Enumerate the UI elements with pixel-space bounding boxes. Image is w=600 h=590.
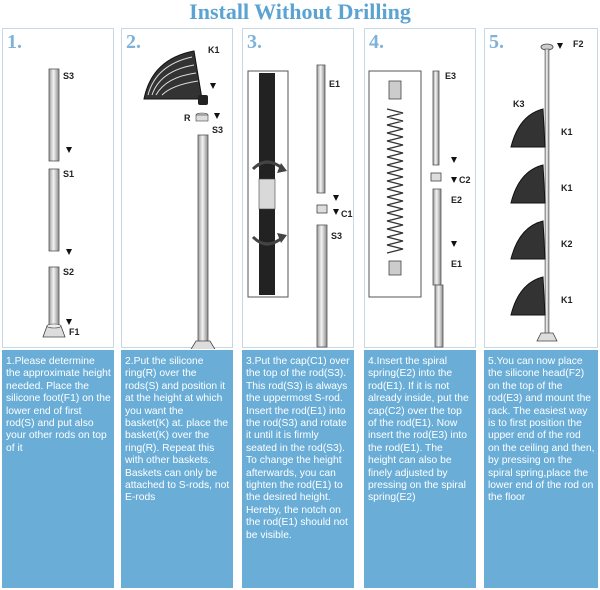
basket-k1-shape — [511, 165, 545, 203]
label-s3: S3 — [331, 231, 343, 241]
step-5-diagram — [485, 29, 599, 349]
step-3-text: 3.Put the cap(C1) over the top of the rod(S3). This rod(S3) is always the uppermost S-rod. Insert the rod(E1) into the rod(S3) and rotate it until it is firmly seated in the rod(S3). To change the height afterwards, you can tighten the rod(E1) to the desired height. Hereby, the notch on the rod(E1) should not be visible. — [242, 350, 354, 588]
step-4-illustration — [364, 28, 476, 348]
arrow-down-icon — [66, 249, 72, 255]
label-e2: E2 — [451, 195, 463, 205]
step-number: 3. — [247, 31, 262, 53]
rod-e1 — [433, 189, 441, 285]
basket-k1-shape — [511, 277, 545, 315]
rod-s3 — [198, 135, 208, 345]
step-5-text: 5.You can now place the silicone head(F2) on the top of the rod(E3) and mount the rack. The easiest way is to first position the upper end of the rod on the ceiling and then, by pressing on the spiral spring,place the lower end of the rod on the floor — [484, 350, 598, 588]
cap-c2 — [431, 173, 441, 181]
label-e1: E1 — [329, 79, 341, 89]
rod-e3 — [433, 71, 439, 165]
label-k1: K1 — [561, 127, 573, 137]
label-s2: S2 — [63, 267, 75, 277]
step-2-text: 2.Put the silicone ring(R) over the rods(S) and position it at the height at which you want the basket(K) at. place the basket(K) over the ring(R). Repeat this with other baskets. Baskets can only be attached to S-rods, not E-rods — [121, 350, 233, 588]
cap-c1 — [317, 205, 327, 213]
arrow-down-icon — [451, 241, 457, 247]
step-number: 4. — [369, 31, 384, 53]
rod-s3 — [49, 69, 59, 161]
rod-e1 — [317, 65, 325, 193]
step-3-illustration — [242, 28, 354, 348]
step-1-illustration — [2, 28, 114, 348]
step-4-panel — [364, 28, 476, 588]
step-5-panel — [484, 28, 598, 588]
basket-k2-shape — [511, 221, 545, 259]
label-k1: K1 — [208, 45, 220, 55]
label-k1: K1 — [561, 183, 573, 193]
step-1-panel — [2, 28, 114, 588]
label-f2: F2 — [573, 39, 584, 49]
arrow-down-icon — [66, 147, 72, 153]
step-number: 2. — [126, 31, 141, 53]
step-5-illustration — [484, 28, 598, 348]
arrow-down-icon — [557, 43, 563, 49]
label-k1: K1 — [561, 295, 573, 305]
step-2-diagram — [122, 29, 234, 349]
label-s3: S3 — [63, 71, 75, 81]
rod-s3 — [317, 225, 327, 347]
arrow-down-icon — [210, 83, 216, 89]
step-2-panel — [121, 28, 233, 588]
step-1-diagram — [3, 29, 115, 349]
arrow-down-icon — [451, 177, 457, 183]
label-e3: E3 — [445, 71, 457, 81]
rod-s1 — [49, 169, 59, 251]
arrow-down-icon — [333, 209, 339, 215]
step-2-illustration — [121, 28, 233, 348]
label-c1: C1 — [341, 209, 353, 219]
arrow-down-icon — [451, 157, 457, 163]
label-e1: E1 — [451, 259, 463, 269]
basket-k3-shape — [511, 109, 545, 147]
label-r: R — [184, 113, 191, 123]
step-3-panel — [242, 28, 354, 588]
arrow-down-icon — [333, 195, 339, 201]
step-4-text: 4.Insert the spiral spring(E2) into the rod(E1). If it is not already inside, put the cap(C2) over the top of the rod(E1). Now insert the rod(E3) into the rod(E1). The height can also be finely adjusted by pressing on the spiral spring(E2) — [364, 350, 476, 588]
step-4-diagram — [365, 29, 477, 349]
label-s1: S1 — [63, 169, 75, 179]
step-3-diagram — [243, 29, 355, 349]
step-1-text: 1.Please determine the approximate height needed. Place the silicone foot(F1) on the lower end of first rod(S) and put also your other rods on top of it — [2, 350, 114, 588]
label-c2: C2 — [459, 175, 471, 185]
label-k2: K2 — [561, 239, 573, 249]
rod-s2 — [49, 267, 59, 325]
step-number: 1. — [7, 31, 22, 53]
page-title: Install Without Drilling — [189, 0, 411, 24]
arrow-down-icon — [66, 319, 72, 325]
rack-pole — [545, 49, 549, 339]
label-k3: K3 — [513, 99, 525, 109]
label-f1: F1 — [69, 327, 80, 337]
label-s3: S3 — [212, 125, 224, 135]
arrow-down-icon — [214, 113, 220, 119]
step-number: 5. — [489, 31, 504, 53]
